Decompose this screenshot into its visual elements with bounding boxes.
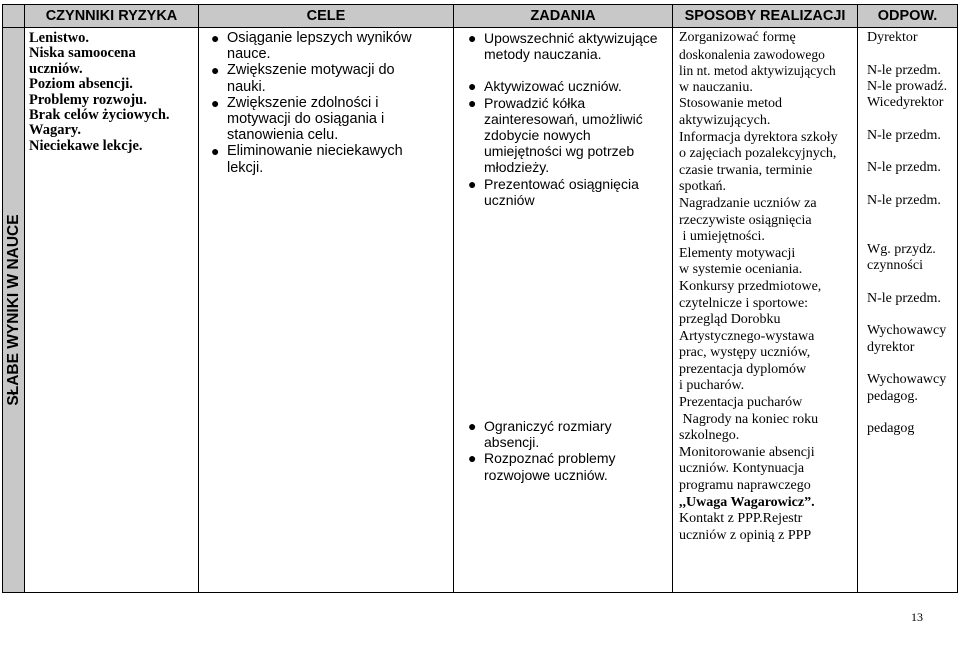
content-row [3,28,958,593]
goal-item: ● Zwiększenie zdolności i motywacji do osiągania i stanowienia celu. [211,94,385,144]
way-line: programu naprawczego [679,478,811,494]
resp-line: N-le przedm. [867,160,941,176]
factor-line: Niska samoocena [29,45,136,62]
task-item: ● Prowadzić kółka zainteresowań, umożliwić zdobycie nowych umiejętności wg potrzeb młodzieży. [468,94,643,176]
way-line: Artystycznego-wystawa [679,328,815,344]
resp-line: czynności [867,258,923,274]
factors-cell [25,28,199,593]
resp-line: N-le przedm. [867,192,941,208]
tasks-cell [454,28,673,593]
tasks-list-bottom [454,418,672,483]
bullet-icon: ● [468,175,477,192]
resp-line [867,274,955,290]
way-line: prac, występy uczniów, [679,345,811,361]
bullet-icon: ● [211,94,220,111]
task-item: ● Rozpoznać problemy rozwojowe uczniów. [468,450,616,483]
header-responsible: ODPOW. [858,5,958,28]
resp-line [867,209,955,225]
resp-line [867,111,955,127]
resp-line [867,46,955,62]
way-line: o zajęciach pozalekcyjnych, [679,146,837,162]
bullet-icon: ● [468,450,477,467]
way-line: Nagrody na koniec roku [679,411,819,427]
way-line: Prezentacja pucharów [679,395,803,411]
factor-line: Problemy rozwoju. [29,91,147,108]
task-item: ● Ograniczyć rozmiary absencji. [468,418,612,451]
way-line: i umiejętności. [679,229,765,245]
responsible-cell [858,28,958,593]
bullet-icon: ● [468,78,477,95]
bullet-icon: ● [211,30,220,46]
header-tasks: ZADANIA [454,5,673,28]
factor-line: Wagary. [29,122,81,139]
way-line: uczniów. Kontynuacja [679,461,805,477]
way-line: Nagradzanie uczniów za [679,195,817,211]
resp-line: N-le przedm. [867,127,941,143]
resp-line [867,307,955,323]
resp-line: Wg. przydz. [867,241,936,257]
header-goals: CELE [199,5,454,28]
goals-list [199,30,453,176]
header-corner [3,5,25,28]
factor-line: Nieciekawe lekcje. [29,137,143,154]
way-line: Stosowanie metod [679,96,783,112]
resp-line [867,144,955,160]
task-item: ● Aktywizować uczniów. [468,78,622,95]
way-line: Zorganizować formę [679,30,796,45]
resp-line: N-le przedm. [867,290,941,306]
resp-line: N-le prowadź. [867,78,948,94]
way-line: przegląd Dorobku [679,312,781,328]
goal-item: ● Eliminowanie nieciekawych lekcji. [211,143,403,176]
row-label: SŁABE WYNIKI W NAUCE [4,214,22,406]
resp-line: Dyrektor [867,30,918,45]
factor-line: uczniów. [29,60,83,77]
way-line: i pucharów. [679,378,745,394]
way-line: Kontakt z PPP.Rejestr [679,511,803,527]
way-line: lin nt. metod aktywizujących [679,63,836,79]
bullet-icon: ● [211,143,220,160]
goal-item: ● Zwiększenie motywacji do nauki. [211,62,395,95]
goals-cell [199,28,454,593]
way-line: czasie trwania, terminie [679,162,813,178]
factor-line: Lenistwo. [29,30,90,46]
resp-line: Wychowawcy [867,323,947,339]
page-number: 13 [911,610,923,624]
ways-cell [673,28,858,593]
way-line: uczniów z opinią z PPP [679,527,812,543]
header-risk-factors: CZYNNIKI RYZYKA [25,5,199,28]
resp-line: N-le przedm. [867,62,941,78]
way-line: w systemie oceniania. [679,262,803,278]
goal-item: ● Osiąganie lepszych wyników nauce. [211,30,412,63]
resp-line: pedagog. [867,388,918,404]
way-line: Konkursy przedmiotowe, [679,278,822,294]
way-line: doskonalenia zawodowego [679,46,825,62]
bullet-icon: ● [211,62,220,79]
risk-table [2,4,958,593]
way-line: Elementy motywacji [679,245,796,261]
resp-line [867,356,955,372]
resp-line: Wicedyrektor [867,95,944,111]
way-line: w nauczaniu. [679,79,753,95]
bullet-icon: ● [468,30,477,46]
factor-line: Poziom absencji. [29,76,133,93]
way-line: spotkań. [679,179,727,195]
resp-line [867,177,955,193]
factor-line: Brak celów życiowych. [29,107,170,124]
resp-line: Wychowawcy [867,372,947,388]
way-line: Informacja dyrektora szkoły [679,129,838,145]
tasks-list-top [454,30,672,208]
header-ways: SPOSOBY REALIZACJI [673,5,858,28]
bullet-icon: ● [468,94,477,111]
way-line: czytelnicze i sportowe: [679,295,809,311]
resp-line: pedagog [867,421,915,437]
way-line: aktywizujących. [679,112,771,128]
task-item: ● Upowszechnić aktywizujące metody nauczania. [468,30,658,63]
header-row [3,5,958,28]
task-item: ● Prezentować osiągnięcia uczniów [468,175,639,208]
way-line: szkolnego. [679,428,740,444]
way-line: ,,Uwaga Wagarowicz”. [679,494,815,510]
way-line: prezentacja dyplomów [679,361,807,377]
way-line: Monitorowanie absencji [679,444,815,460]
row-label-cell [3,28,25,593]
bullet-icon: ● [468,418,477,435]
resp-line [867,226,955,242]
resp-line [867,405,955,421]
resp-line: dyrektor [867,339,915,355]
way-line: rzeczywiste osiągnięcia [679,212,812,228]
